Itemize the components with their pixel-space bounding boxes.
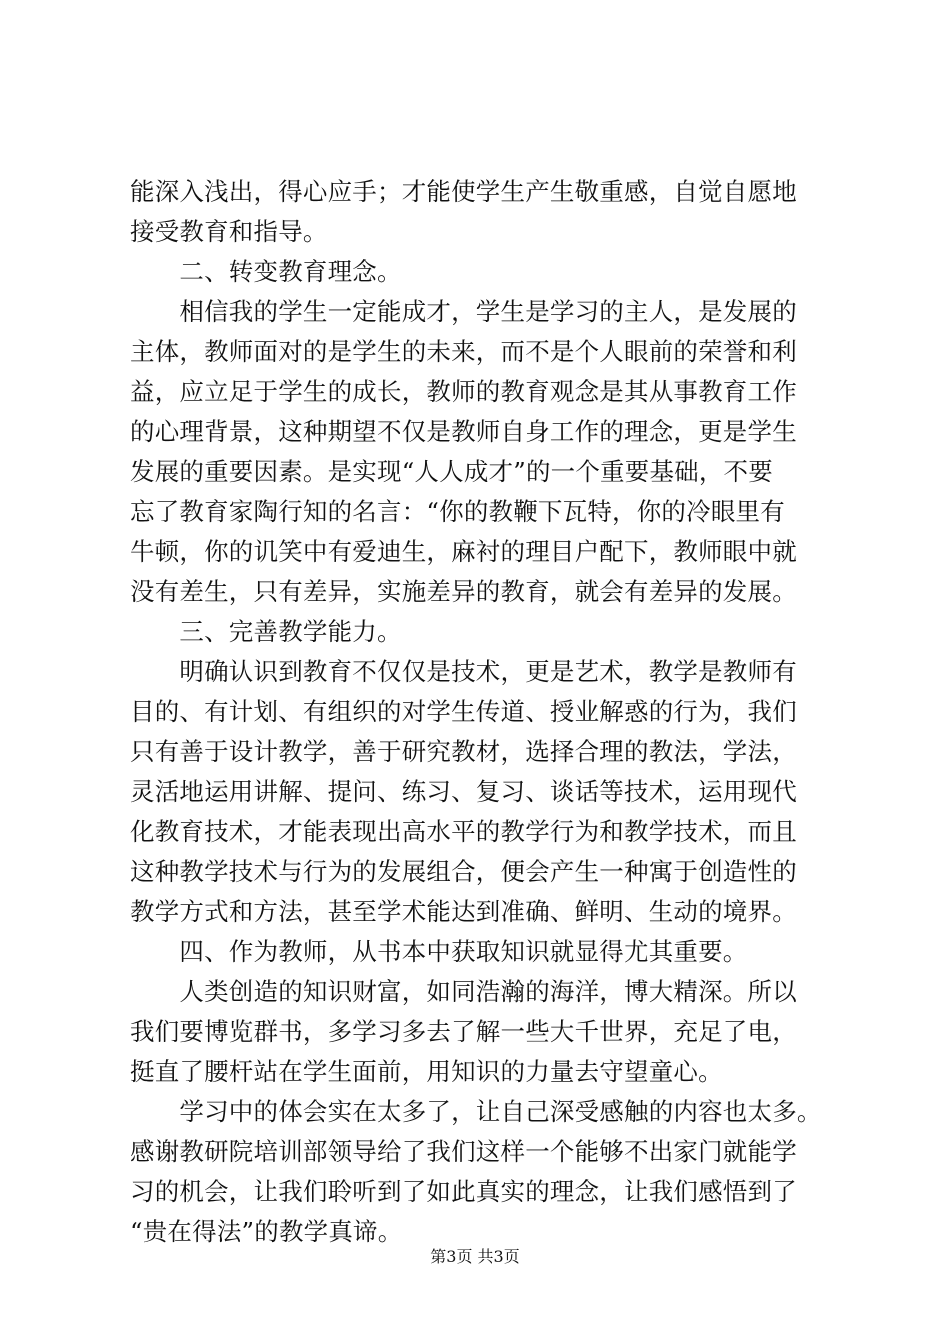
text-line: 人类创造的知识财富，如同浩瀚的海洋，博大精深。所以 xyxy=(130,977,797,1006)
text-line: 感谢教研院培训部领导给了我们这样一个能够不出家门就能学 xyxy=(130,1137,797,1166)
text-line: 益，应立足于学生的成长，教师的教育观念是其从事教育工作 xyxy=(130,377,797,406)
text-line: 主体，教师面对的是学生的未来，而不是个人眼前的荣誉和利 xyxy=(130,337,797,366)
text-line: 二、转变教育理念。 xyxy=(130,257,402,286)
text-line: 只有善于设计教学，善于研究教材，选择合理的教法，学法， xyxy=(130,737,797,766)
text-line: 相信我的学生一定能成才，学生是学习的主人，是发展的 xyxy=(130,297,797,326)
text-line: 三、完善教学能力。 xyxy=(130,617,402,646)
body-text xyxy=(130,172,830,1252)
text-line: 发展的重要因素。是实现“人人成才”的一个重要基础，不要 xyxy=(130,457,773,486)
text-line: 教学方式和方法，甚至学术能达到准确、鲜明、生动的境界。 xyxy=(130,897,797,926)
text-line: 的心理背景，这种期望不仅是教师自身工作的理念，更是学生 xyxy=(130,417,797,446)
text-line: 目的、有计划、有组织的对学生传道、授业解惑的行为，我们 xyxy=(130,697,797,726)
text-line: 牛顿，你的讥笑中有爱迪生，麻衬的理目户配下，教师眼中就 xyxy=(130,537,797,566)
text-line: 能深入浅出，得心应手；才能使学生产生敬重感，自觉自愿地 xyxy=(130,177,797,206)
text-line: 忘了教育家陶行知的名言：“你的教鞭下瓦特，你的冷眼里有 xyxy=(130,497,785,526)
text-line: 四、作为教师，从书本中获取知识就显得尤其重要。 xyxy=(130,937,748,966)
page-footer: 第3页 共3页 xyxy=(430,1247,520,1266)
text-line: 挺直了腰杆站在学生面前，用知识的力量去守望童心。 xyxy=(130,1057,723,1086)
text-line: 灵活地运用讲解、提问、练习、复习、谈话等技术，运用现代 xyxy=(130,777,797,806)
text-line: “贵在得法”的教学真谛。 xyxy=(130,1217,403,1246)
text-line: 这种教学技术与行为的发展组合，便会产生一种寓于创造性的 xyxy=(130,857,797,886)
text-line: 明确认识到教育不仅仅是技术，更是艺术，教学是教师有 xyxy=(130,657,797,686)
text-line: 我们要博览群书，多学习多去了解一些大千世界，充足了电， xyxy=(130,1017,797,1046)
text-line: 化教育技术，才能表现出高水平的教学行为和教学技术，而且 xyxy=(130,817,797,846)
text-line: 习的机会，让我们聆听到了如此真实的理念，让我们感悟到了 xyxy=(130,1177,797,1206)
text-line: 接受教育和指导。 xyxy=(130,217,328,246)
text-line: 学习中的体会实在太多了，让自己深受感触的内容也太多。 xyxy=(130,1097,822,1126)
text-line: 没有差生，只有差异，实施差异的教育，就会有差异的发展。 xyxy=(130,577,797,606)
